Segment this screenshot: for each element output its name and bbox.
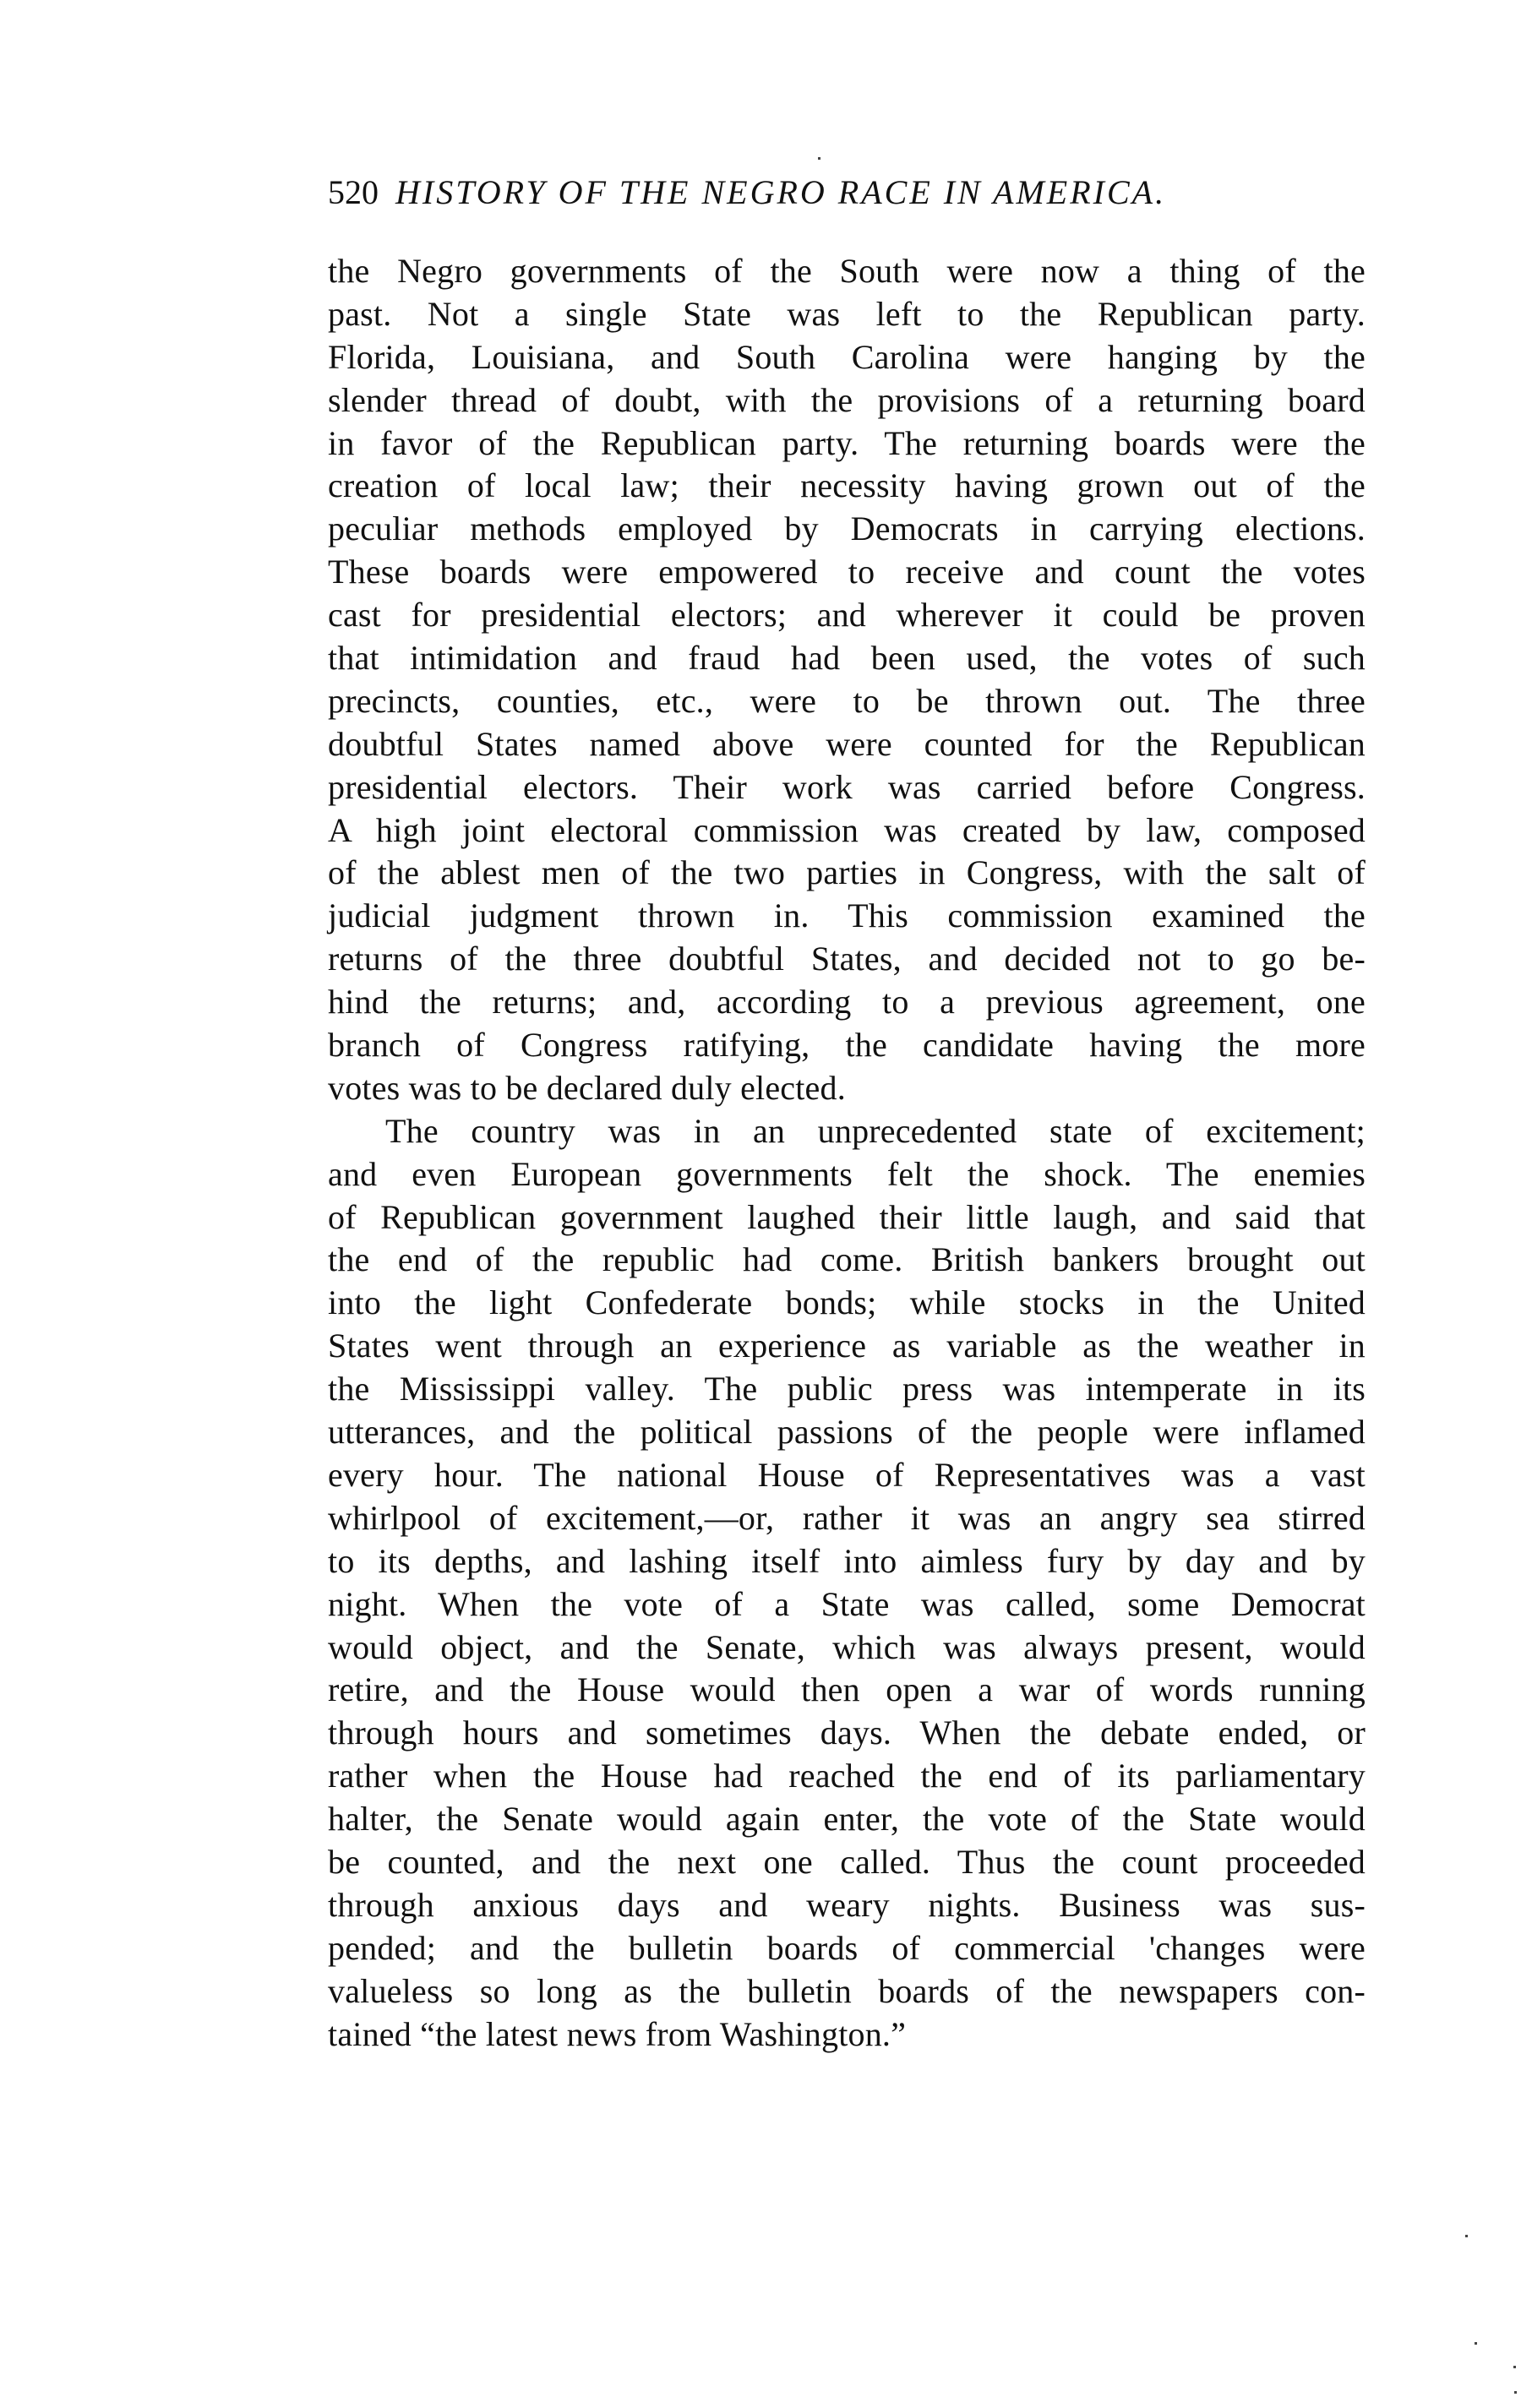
text-line: Florida, Louisiana, and South Carolina were hanging by the (328, 337, 1366, 376)
text-line: to its depths, and lashing itself into aimless fury by day and by (328, 1541, 1366, 1580)
text-line: through hours and sometimes days. When the debate ended, or (328, 1713, 1366, 1752)
text-line: precincts, counties, etc., were to be thrown out. The three (328, 681, 1366, 720)
scan-speck (1475, 2342, 1477, 2345)
scan-speck (1465, 2235, 1468, 2237)
text-line: presidential electors. Their work was carried before Congress. (328, 767, 1366, 806)
text-line: would object, and the Senate, which was always present, would (328, 1627, 1366, 1666)
text-line: night. When the vote of a State was called, some Democrat (328, 1584, 1366, 1623)
running-title: HISTORY OF THE NEGRO RACE IN AMERICA. (395, 173, 1167, 211)
running-header (328, 167, 1366, 218)
text-line: States went through an experience as variable as the weather in (328, 1327, 1366, 1365)
text-line: past. Not a single State was left to the Republican party. (328, 294, 1366, 333)
text-line: that intimidation and fraud had been used, the votes of such (328, 639, 1366, 678)
text-line: of Republican government laughed their little laugh, and said that (328, 1197, 1366, 1236)
text-line: the Mississippi valley. The public press was intemperate in its (328, 1370, 1366, 1408)
text-line: whirlpool of excitement,—or, rather it was an angry sea stirred (328, 1498, 1366, 1537)
text-line: halter, the Senate would again enter, the vote of the State would (328, 1800, 1366, 1839)
text-line: votes was to be declared duly elected. (328, 1068, 846, 1107)
text-line: peculiar methods employed by Democrats in carrying elections. (328, 509, 1366, 548)
text-line: of the ablest men of the two parties in Congress, with the salt of (328, 853, 1366, 892)
text-line: A high joint electoral commission was created by law, composed (328, 810, 1366, 849)
scan-speck (1514, 2391, 1517, 2394)
text-line: the Negro governments of the South were now a thing of the (328, 252, 1366, 290)
paragraph-1 (328, 250, 1366, 1110)
text-line: slender thread of doubt, with the provisions of a returning board (328, 380, 1366, 419)
text-line: cast for presidential electors; and wherever it could be proven (328, 596, 1366, 635)
text-line: be counted, and the next one called. Thus the count proceeded (328, 1842, 1366, 1881)
text-line: utterances, and the political passions of the people were inflamed (328, 1413, 1366, 1452)
text-line: These boards were empowered to receive and count the votes (328, 553, 1366, 591)
scan-speck (1513, 2366, 1516, 2368)
text-line: through anxious days and weary nights. Business was sus- (328, 1885, 1366, 1924)
book-page (328, 0, 1366, 2408)
page-number: 520 (328, 173, 379, 211)
paragraph-2 (328, 1110, 1366, 2057)
text-line: in favor of the Republican party. The returning boards were the (328, 423, 1366, 462)
text-line: tained “the latest news from Washington.” (328, 2014, 907, 2053)
text-line: into the light Confederate bonds; while stocks in the United (328, 1283, 1366, 1322)
text-line: retire, and the House would then open a war of words running (328, 1670, 1366, 1709)
text-line: every hour. The national House of Representatives was a vast (328, 1455, 1366, 1494)
body-text (328, 250, 1366, 2056)
text-line: pended; and the bulletin boards of commercial 'changes were (328, 1928, 1366, 1967)
text-line: returns of the three doubtful States, and decided not to go be- (328, 940, 1366, 978)
text-line: doubtful States named above were counted for the Republican (328, 724, 1366, 763)
scan-speck (818, 157, 820, 160)
text-line: judicial judgment thrown in. This commission examined the (328, 896, 1366, 935)
text-line: branch of Congress ratifying, the candidate having the more (328, 1026, 1366, 1065)
text-line: creation of local law; their necessity having grown out of the (328, 466, 1366, 505)
text-line: The country was in an unprecedented state of excitement; (385, 1111, 1366, 1150)
text-line: rather when the House had reached the end of its parliamentary (328, 1757, 1366, 1795)
text-line: valueless so long as the bulletin boards of the newspapers con- (328, 1971, 1366, 2010)
text-line: hind the returns; and, according to a previous agreement, one (328, 983, 1366, 1021)
text-line: the end of the republic had come. British bankers brought out (328, 1240, 1366, 1279)
text-line: and even European governments felt the shock. The enemies (328, 1154, 1366, 1193)
